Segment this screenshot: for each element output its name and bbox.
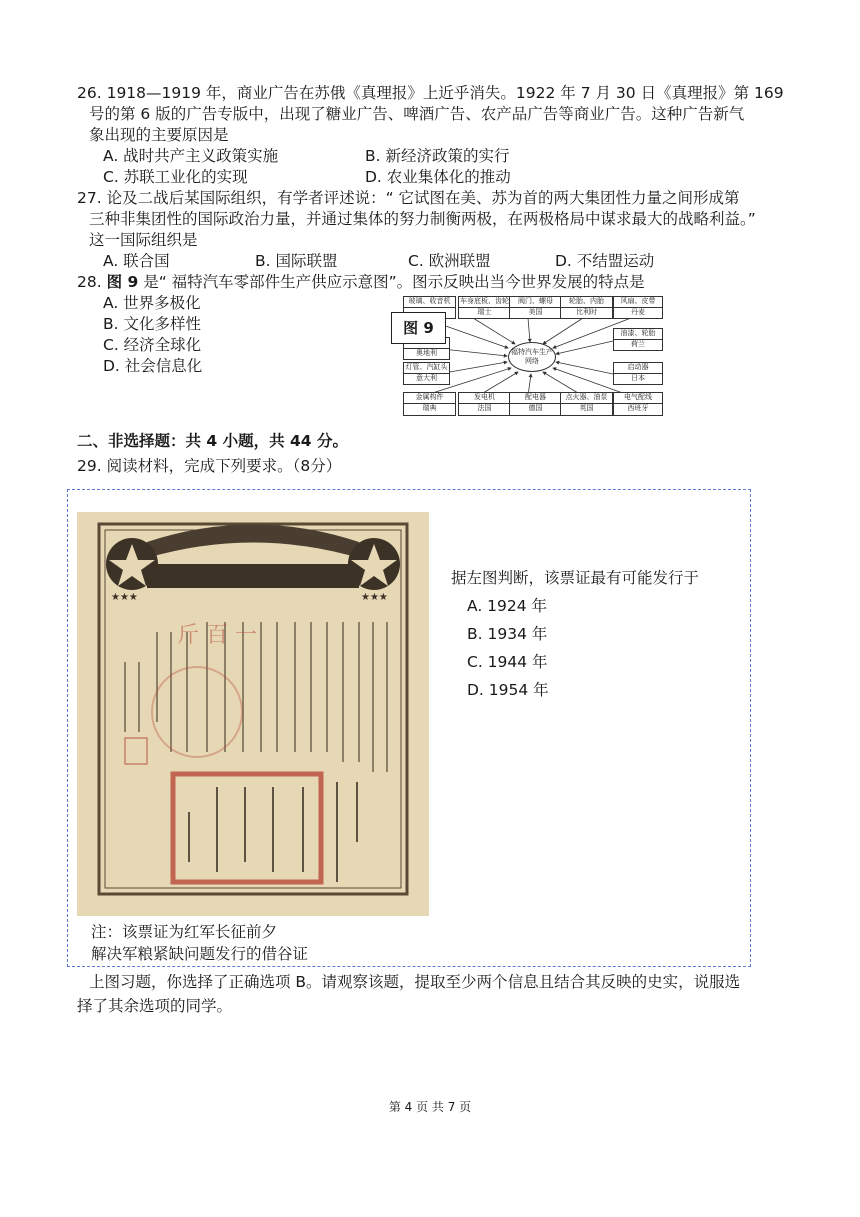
figure-9-label: 图 9 — [391, 312, 446, 344]
supply-cell: 电气配线 西班牙 — [613, 392, 663, 416]
q29-side-option-a[interactable]: A. 1924 年 — [467, 597, 548, 615]
q29-intro: 29. 阅读材料，完成下列要求。（8分） — [77, 457, 342, 475]
q27-option-c[interactable]: C. 欧洲联盟 — [408, 252, 491, 270]
q29-note-line1: 注：该票证为红军长征前夕 — [91, 923, 278, 941]
supply-cell: 车身底板、齿轮 瑞士 — [458, 296, 511, 319]
q28-option-d[interactable]: D. 社会信息化 — [103, 357, 203, 375]
supply-cell: 玻璃、收音机 — [403, 296, 456, 319]
supply-cell: 灯管、汽缸头 意大利 — [403, 362, 450, 385]
supply-cell: 金属构件 瑞典 — [403, 392, 456, 416]
supply-cell: 风扇、皮带 丹麦 — [613, 296, 663, 319]
supply-cell: 配电器 德国 — [509, 392, 562, 416]
q26-option-b[interactable]: B. 新经济政策的实行 — [365, 147, 510, 165]
q29-side-option-b[interactable]: B. 1934 年 — [467, 625, 548, 643]
svg-text:斤 百 一: 斤 百 一 — [177, 623, 257, 648]
q28-option-c[interactable]: C. 经济全球化 — [103, 336, 202, 354]
q29-task-line1: 上图习题，你选择了正确选项 B。请观察该题，提取至少两个信息且结合其反映的史实，说服选 — [89, 973, 741, 991]
section-2-title: 二、非选择题：共 4 小题，共 44 分。 — [77, 432, 348, 450]
q27-line3: 这一国际组织是 — [89, 231, 198, 249]
q26-option-a[interactable]: A. 战时共产主义政策实施 — [103, 147, 279, 165]
q29-side-option-d[interactable]: D. 1954 年 — [467, 681, 549, 699]
q26-line3: 象出现的主要原因是 — [89, 126, 229, 144]
supply-cell: 轮胎、内胎 比利时 — [560, 296, 613, 319]
q27-line2: 三种非集团性的国际政治力量，并通过集体的努力制衡两极，在两极格局中谋求最大的战略利益。” — [89, 210, 756, 228]
q26-option-d[interactable]: D. 农业集体化的推动 — [365, 168, 511, 186]
q28-option-a[interactable]: A. 世界多极化 — [103, 294, 201, 312]
q29-side-option-c[interactable]: C. 1944 年 — [467, 653, 548, 671]
supply-cell: 发电机 法国 — [458, 392, 511, 416]
q28-stem: 28. 图 9 是“ 福特汽车零部件生产供应示意图”。图示反映出当今世界发展的特点是 — [77, 273, 645, 291]
q28-option-b[interactable]: B. 文化多样性 — [103, 315, 201, 333]
q26-line2: 号的第 6 版的广告专版中，出现了糖业广告、啤酒广告、农产品广告等商业广告。这种广告新气 — [89, 105, 745, 123]
q29-side-question: 据左图判断，该票证最有可能发行于 — [451, 569, 700, 587]
supply-cell: 启动器 日本 — [613, 362, 663, 385]
svg-text:★★★: ★★★ — [361, 592, 388, 603]
q27-option-a[interactable]: A. 联合国 — [103, 252, 170, 270]
q27-line1: 27. 论及二战后某国际组织，有学者评述说：“ 它试图在美、苏为首的两大集团性力量之间形成第 — [77, 189, 740, 207]
svg-text:★★★: ★★★ — [111, 592, 138, 603]
supply-cell: 油漆、轮胎 荷兰 — [613, 328, 663, 351]
supply-cell: 阀门、螺母 美国 — [509, 296, 562, 319]
q29-note-line2: 解决军粮紧缺问题发行的借谷证 — [91, 945, 309, 963]
supply-cell: 点火器、油泵 英国 — [560, 392, 613, 416]
supply-cell: 奥地利 — [403, 337, 450, 360]
q26-line1: 26. 1918—1919 年，商业广告在苏俄《真理报》上近乎消失。1922 年 7 月 30 日《真理报》第 169 — [77, 84, 784, 102]
grain-loan-ticket-image — [77, 512, 429, 916]
page-footer: 第 4 页 共 7 页 — [388, 1100, 472, 1114]
q29-task-line2: 择了其余选项的同学。 — [77, 997, 233, 1015]
q26-option-c[interactable]: C. 苏联工业化的实现 — [103, 168, 248, 186]
q27-option-d[interactable]: D. 不结盟运动 — [555, 252, 655, 270]
diagram-hub: 福特汽车生产网络 — [508, 342, 556, 372]
q27-option-b[interactable]: B. 国际联盟 — [255, 252, 338, 270]
